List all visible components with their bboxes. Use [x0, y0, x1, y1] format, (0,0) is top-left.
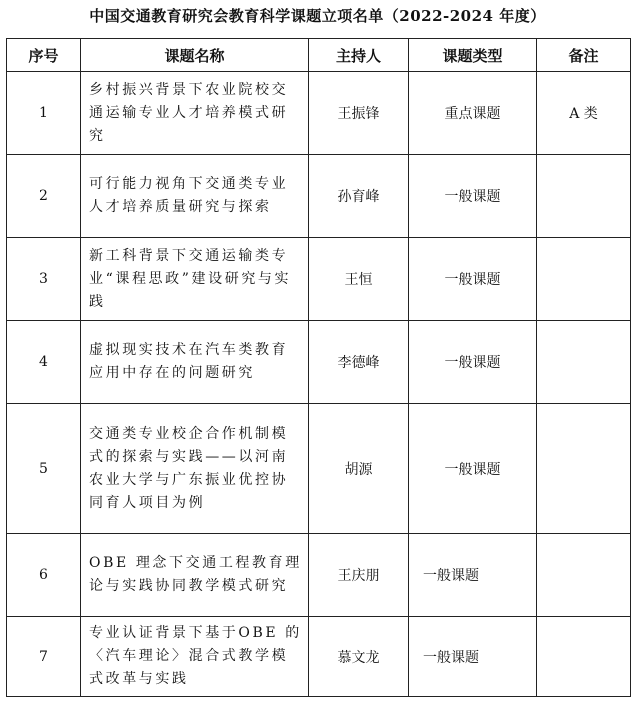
header-topic: 课题名称: [81, 39, 309, 72]
row-topic: OBE 理念下交通工程教育理论与实践协同教学模式研究: [81, 534, 309, 617]
row-topic: 专业认证背景下基于OBE 的〈汽车理论〉混合式教学模式改革与实践: [81, 617, 309, 697]
project-table: [6, 38, 631, 697]
row-index: 5: [7, 404, 81, 534]
row-topic: 可行能力视角下交通类专业人才培养质量研究与探索: [81, 155, 309, 238]
row-note: [537, 617, 631, 697]
row-type: 一般课题: [409, 617, 537, 697]
row-type: 一般课题: [409, 534, 537, 617]
row-type: 一般课题: [409, 155, 537, 238]
row-host: 胡源: [309, 404, 409, 534]
row-index: 2: [7, 155, 81, 238]
row-type: 重点课题: [409, 72, 537, 155]
row-note: [537, 534, 631, 617]
row-index: 1: [7, 72, 81, 155]
table-header-row: [7, 39, 631, 72]
table-row: [7, 72, 631, 155]
row-index: 6: [7, 534, 81, 617]
row-host: 王庆朋: [309, 534, 409, 617]
row-host: 孙育峰: [309, 155, 409, 238]
row-index: 4: [7, 321, 81, 404]
table-row: [7, 617, 631, 697]
row-topic: 交通类专业校企合作机制模式的探索与实践——以河南农业大学与广东振业优控协同育人项目为例: [81, 404, 309, 534]
row-host: 李德峰: [309, 321, 409, 404]
table-row: [7, 404, 631, 534]
row-note: [537, 321, 631, 404]
table-row: [7, 321, 631, 404]
row-index: 7: [7, 617, 81, 697]
row-note: [537, 404, 631, 534]
row-host: 王振锋: [309, 72, 409, 155]
row-topic: 乡村振兴背景下农业院校交通运输专业人才培养模式研究: [81, 72, 309, 155]
header-index: 序号: [7, 39, 81, 72]
header-type: 课题类型: [409, 39, 537, 72]
row-type: 一般课题: [409, 321, 537, 404]
table-row: [7, 534, 631, 617]
row-note: [537, 155, 631, 238]
row-type: 一般课题: [409, 404, 537, 534]
row-host: 慕文龙: [309, 617, 409, 697]
header-host: 主持人: [309, 39, 409, 72]
document-title: 中国交通教育研究会教育科学课题立项名单（2022-2024 年度）: [89, 7, 546, 25]
row-host: 王恒: [309, 238, 409, 321]
row-topic: 虚拟现实技术在汽车类教育应用中存在的问题研究: [81, 321, 309, 404]
table-row: [7, 155, 631, 238]
header-note: 备注: [537, 39, 631, 72]
row-type: 一般课题: [409, 238, 537, 321]
table-row: [7, 238, 631, 321]
row-note: [537, 238, 631, 321]
row-topic: 新工科背景下交通运输类专业“课程思政”建设研究与实践: [81, 238, 309, 321]
row-index: 3: [7, 238, 81, 321]
row-note: A 类: [537, 72, 631, 155]
